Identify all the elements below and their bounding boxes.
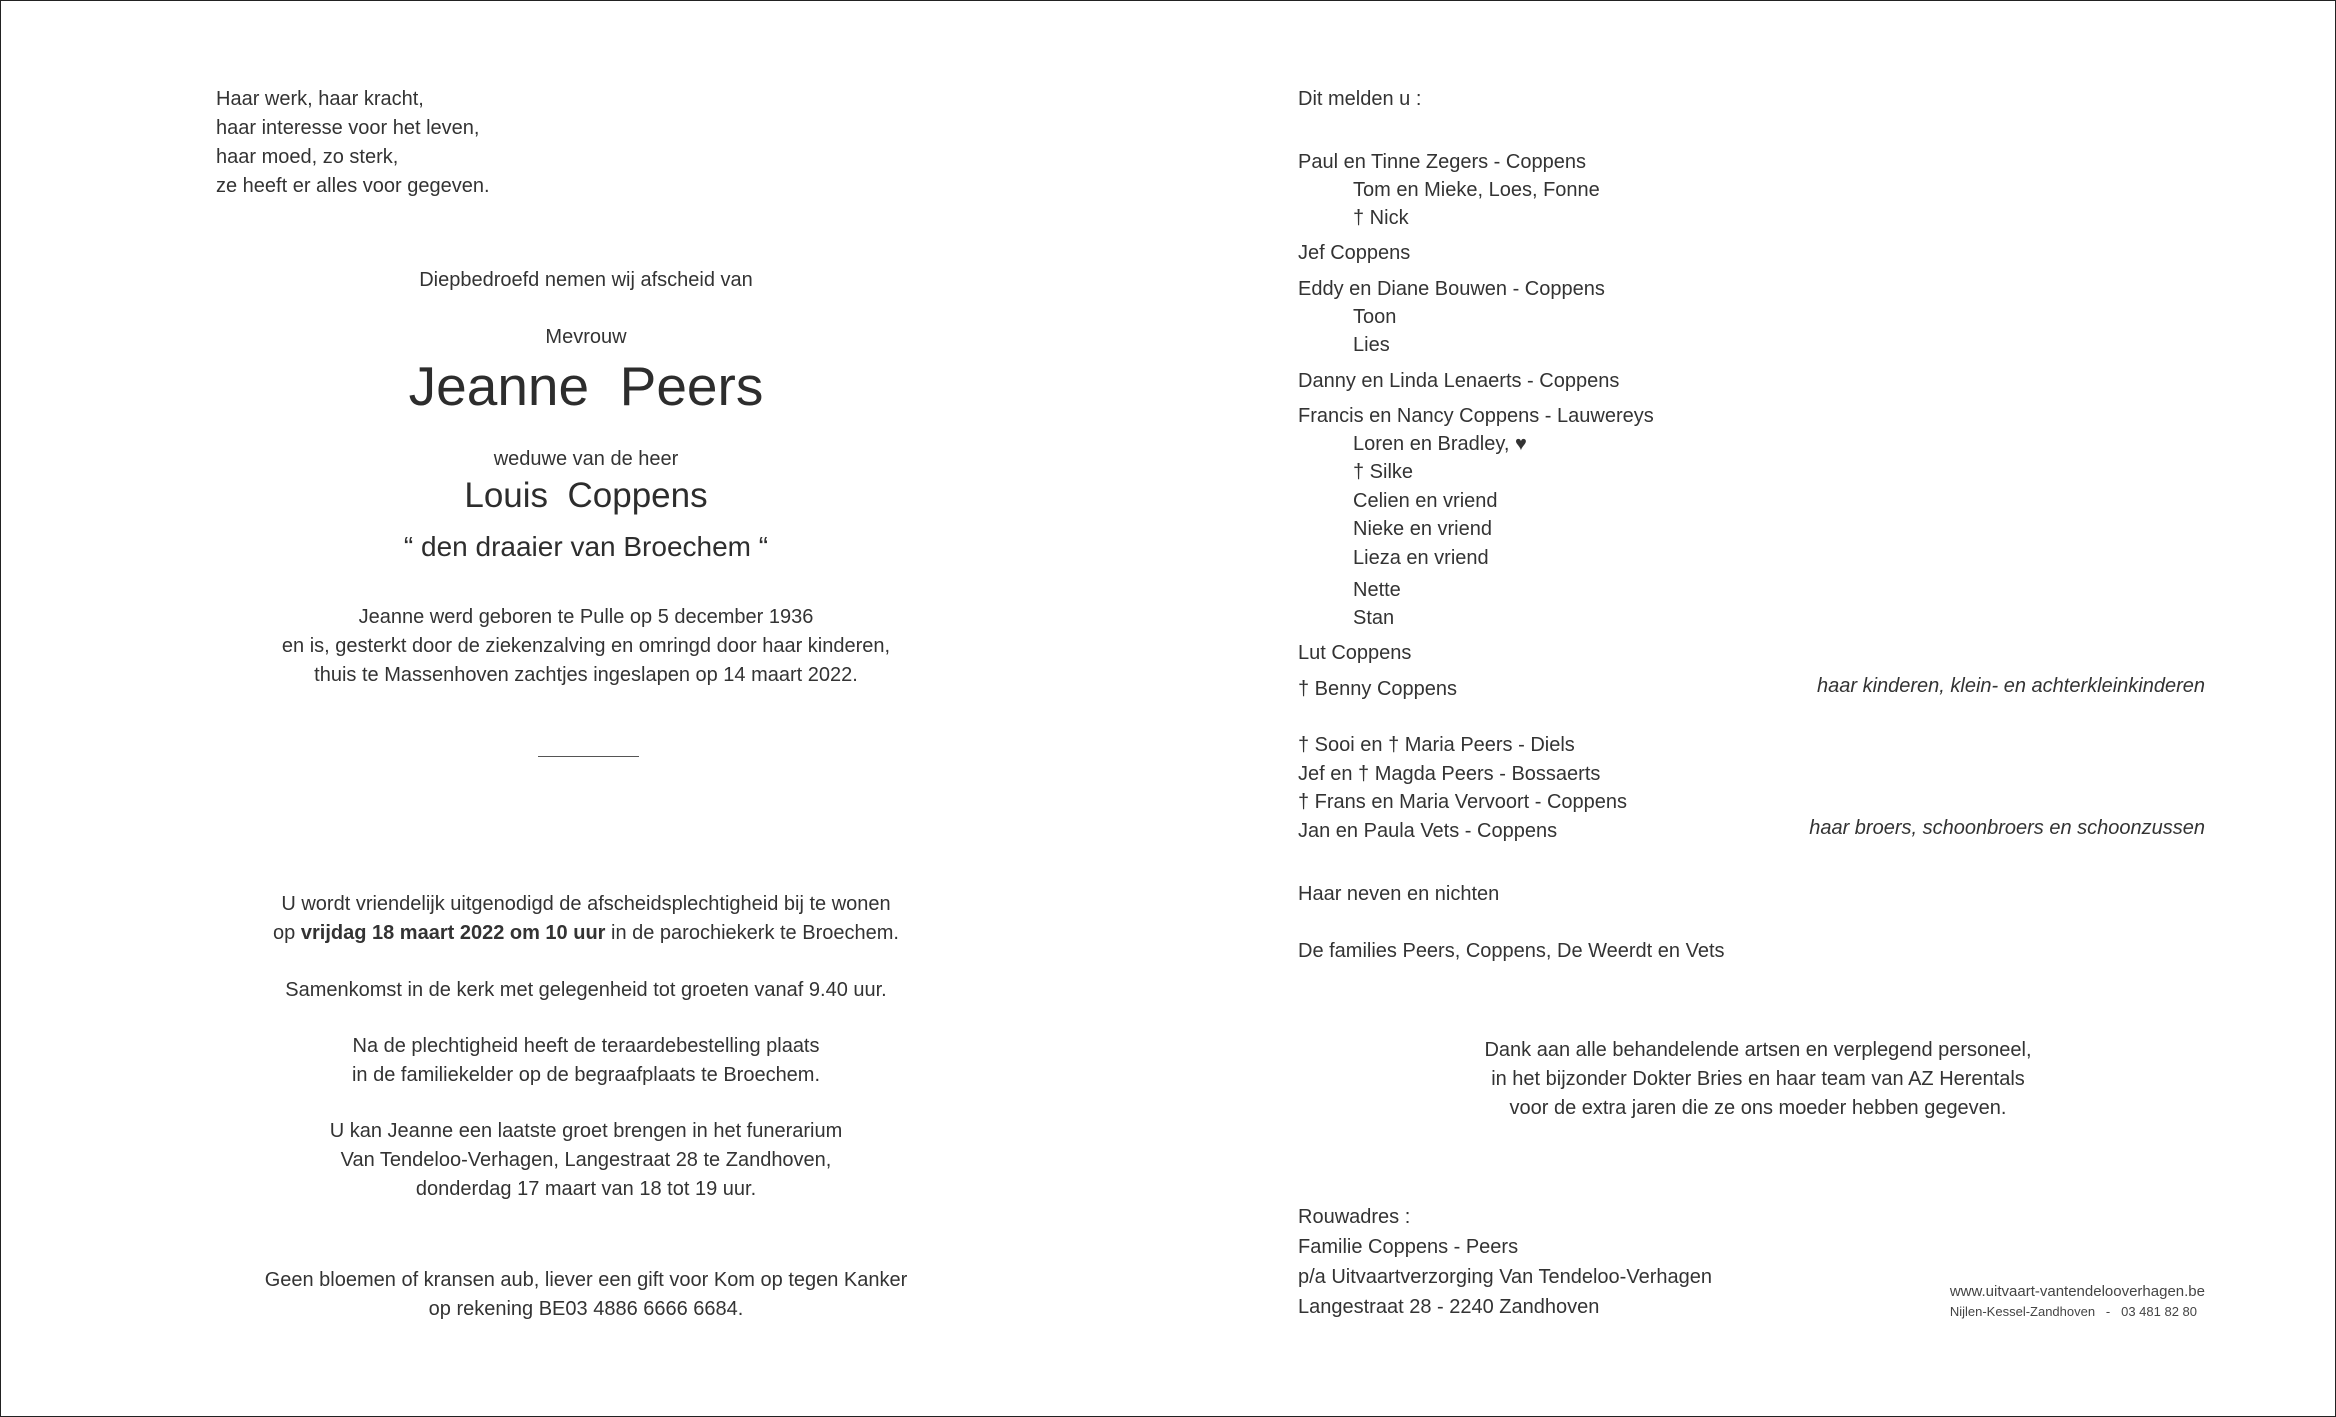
poem-line: haar interesse voor het leven, [216,117,480,139]
children-label: haar kinderen, klein- en achterkleinkinderen [1816,675,2205,697]
family-entry: Paul en Tinne Zegers - Coppens [1298,151,1586,173]
flowers-line: op rekening BE03 4886 6666 6684. [428,1298,744,1320]
poem-line: haar moed, zo sterk, [216,146,399,168]
gathering-text: Samenkomst in de kerk met gelegenheid tot groeten vanaf 9.40 uur. [285,979,887,1001]
sibling-entry: † Sooi en † Maria Peers - Diels [1298,734,1575,756]
family-entry: Jef Coppens [1298,242,1411,264]
funeral-home-line: Van Tendeloo-Verhagen, Langestraat 28 te Zandhoven, [340,1149,832,1171]
family-subentry: Nieke en vriend [1353,518,1492,540]
family-subentry: † Nick [1353,207,1409,229]
service-datetime: vrijdag 18 maart 2022 om 10 uur [300,922,606,944]
thanks-text [1298,1036,2218,1123]
title-prefix: Mevrouw [545,326,627,348]
funeral-home-text [216,1117,956,1204]
family-subentry: Lies [1353,334,1390,356]
flowers-text [216,1266,956,1324]
husband-name: Louis Coppens [464,476,708,515]
funeral-home-line: donderdag 17 maart van 18 tot 19 uur. [415,1178,757,1200]
family-subentry: Toon [1353,306,1397,328]
invitation-post: in de parochiekerk te Broechem. [605,922,899,944]
family-subentry: Celien en vriend [1353,490,1498,512]
poem-line: Haar werk, haar kracht, [216,88,424,110]
divider [538,756,639,757]
announce-label: Dit melden u : [1298,88,1422,110]
contact-text: Nijlen-Kessel-Zandhoven - 03 481 82 80 [1949,1304,2197,1319]
invitation-line [216,919,956,948]
address-line: Rouwadres : [1298,1206,1411,1228]
bio-line: Jeanne werd geboren te Pulle op 5 december 1936 [358,606,814,628]
sibling-entry: Jan en Paula Vets - Coppens [1298,820,1558,842]
thanks-line: voor de extra jaren die ze ons moeder hebben gegeven. [1509,1097,2007,1119]
website-text: www.uitvaart-vantendelooverhagen.be [1949,1283,2205,1300]
sibling-entry: Jef en † Magda Peers - Bossaerts [1298,763,1601,785]
siblings-label: haar broers, schoonbroers en schoonzussen [1809,817,2205,839]
family-subentry: † Silke [1353,461,1414,483]
burial-text [216,1032,956,1090]
intro-text: Diepbedroefd nemen wij afscheid van [419,269,753,291]
deceased-name: Jeanne Peers [408,355,764,417]
invitation-pre: op [273,922,301,944]
invitation-line: U wordt vriendelijk uitgenodigd de afscheidsplechtigheid bij te wonen [281,893,891,915]
address-line: Familie Coppens - Peers [1298,1236,1519,1258]
address-line: Langestraat 28 - 2240 Zandhoven [1298,1296,1600,1318]
invitation [216,890,956,948]
family-subentry: Tom en Mieke, Loes, Fonne [1353,179,1600,201]
family-entry: Eddy en Diane Bouwen - Coppens [1298,278,1605,300]
thanks-line: in het bijzonder Dokter Bries en haar team van AZ Herentals [1491,1068,2025,1090]
family-subentry: Stan [1353,607,1395,629]
family-entry: Danny en Linda Lenaerts - Coppens [1298,370,1620,392]
nephews-text: Haar neven en nichten [1298,883,1500,905]
poem [216,85,490,201]
burial-line: in de familiekelder op de begraafplaats te Broechem. [351,1064,821,1086]
biography [216,603,956,690]
poem-line: ze heeft er alles voor gegeven. [216,175,490,197]
thanks-line: Dank aan alle behandelende artsen en verplegend personeel, [1484,1039,2032,1061]
mourning-address [1298,1202,1712,1322]
address-line: p/a Uitvaartverzorging Van Tendeloo-Verhagen [1298,1266,1712,1288]
bio-line: en is, gesterkt door de ziekenzalving en omringd door haar kinderen, [281,635,891,657]
family-subentry: Nette [1353,579,1401,601]
family-entry: Francis en Nancy Coppens - Lauwereys [1298,405,1654,427]
nickname: “ den draaier van Broechem “ [403,531,769,562]
family-subentry: Loren en Bradley, ♥ [1353,433,1527,455]
sibling-entry: † Frans en Maria Vervoort - Coppens [1298,791,1628,813]
families-text: De families Peers, Coppens, De Weerdt en Vets [1298,940,1725,962]
family-entry: † Benny Coppens [1298,678,1458,700]
family-entry: Lut Coppens [1298,642,1412,664]
burial-line: Na de plechtigheid heeft de teraardebestelling plaats [352,1035,820,1057]
widow-of-text: weduwe van de heer [493,448,679,470]
family-subentry: Lieza en vriend [1353,547,1489,569]
funeral-home-line: U kan Jeanne een laatste groet brengen in het funerarium [329,1120,843,1142]
flowers-line: Geen bloemen of kransen aub, liever een gift voor Kom op tegen Kanker [264,1269,908,1291]
bio-line: thuis te Massenhoven zachtjes ingeslapen op 14 maart 2022. [314,664,858,686]
